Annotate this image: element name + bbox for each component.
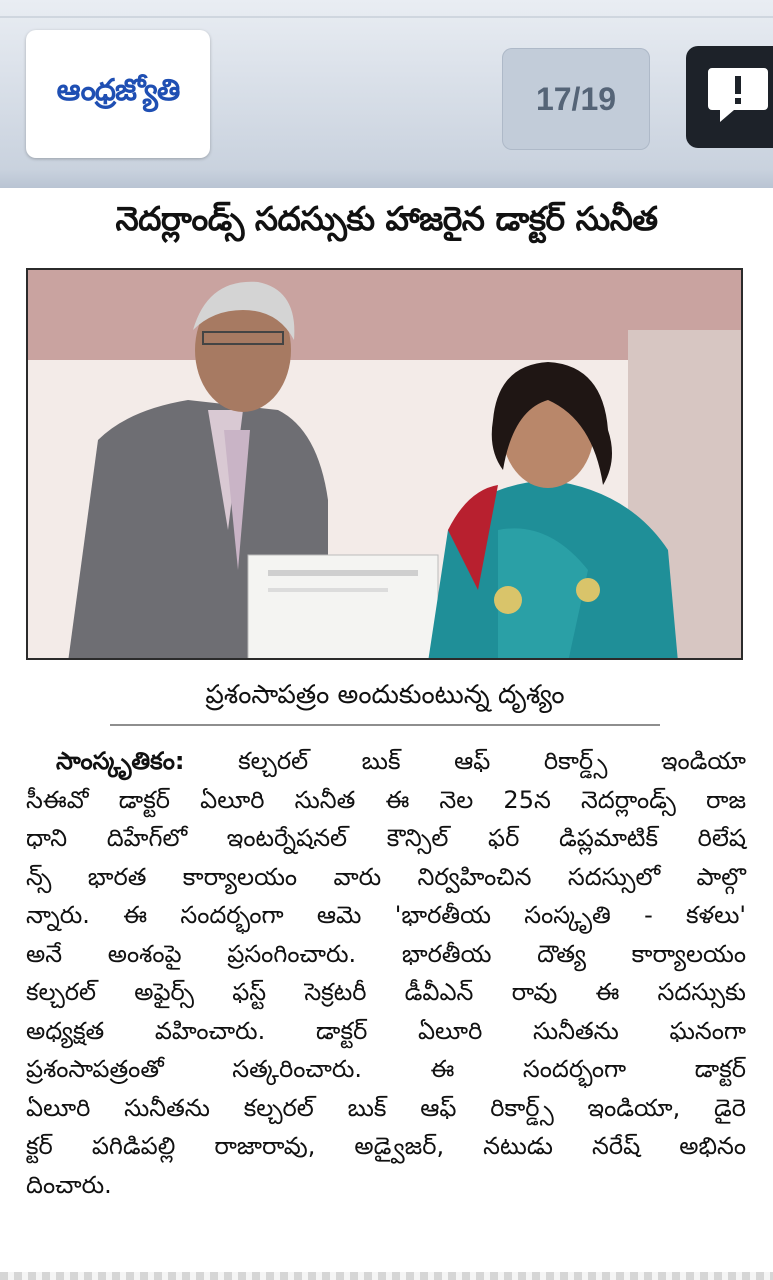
body-line: దించారు. xyxy=(26,1170,112,1199)
speech-bubble-exclamation-icon xyxy=(706,62,770,126)
body-line: అధ్యక్షత వహించారు. డాక్టర్ ఏలూరి సునీతను ఘనంగా xyxy=(26,1016,746,1045)
body-line-text: కల్చరల్ బుక్ ఆఫ్ రికార్డ్స్ ఇండియా xyxy=(238,747,746,775)
body-line: న్స్ భారత కార్యాలయం వారు నిర్వహించిన సదస్సులో పాల్గొ xyxy=(26,862,746,891)
body-line: న్నారు. ఈ సందర్భంగా ఆమె 'భారతీయ సంస్కృతి - కళలు' xyxy=(26,901,746,929)
top-bar xyxy=(0,0,773,188)
newspaper-logo: ఆంధ్రజ్యోతి xyxy=(56,73,180,108)
body-line: ధాని దిహేగ్‌లో ఇంటర్నేషనల్ కౌన్సిల్ ఫర్ డిప్లమాటిక్ రిలేష xyxy=(26,824,746,852)
feedback-button[interactable] xyxy=(686,46,773,148)
photo-illustration xyxy=(28,270,743,660)
body-line: ఏలూరి సునీతను కల్చరల్ బుక్ ఆఫ్ రికార్డ్స్ ఇండియా, డైరె xyxy=(26,1093,746,1122)
top-divider xyxy=(0,16,773,18)
body-line: అనే అంశంపై ప్రసంగించారు. భారతీయ దౌత్య కార్యాలయం xyxy=(26,939,746,968)
body-line: సీఈవో డాక్టర్ ఏలూరి సునీత ఈ నెల 25న నెదర్లాండ్స్ రాజ xyxy=(26,785,746,814)
bottom-divider xyxy=(0,1272,773,1280)
article-body xyxy=(26,742,746,1204)
body-line xyxy=(26,742,746,781)
logo-button[interactable] xyxy=(26,30,210,158)
body-line: క్టర్ పగిడిపల్లి రాజారావు, అడ్వైజర్, నటుడు నరేష్ అభినం xyxy=(26,1132,746,1160)
lead-word: సాంస్కృతికం: xyxy=(56,747,185,775)
body-line: ప్రశంసాపత్రంతో సత్కరించారు. ఈ సందర్భంగా డాక్టర్ xyxy=(26,1055,746,1083)
article-headline: నెదర్లాండ్స్ సదస్సుకు హాజరైన డాక్టర్ సునీత xyxy=(115,199,658,238)
photo-caption: ప్రశంసాపత్రం అందుకుంటున్న దృశ్యం xyxy=(110,668,660,726)
article-photo xyxy=(26,268,743,660)
page-counter[interactable]: 17/19 xyxy=(502,48,650,150)
body-line: కల్చరల్ అఫైర్స్ ఫస్ట్ సెక్రటరీ డీవీఎన్ రావు ఈ సదస్సుకు xyxy=(26,978,746,1006)
